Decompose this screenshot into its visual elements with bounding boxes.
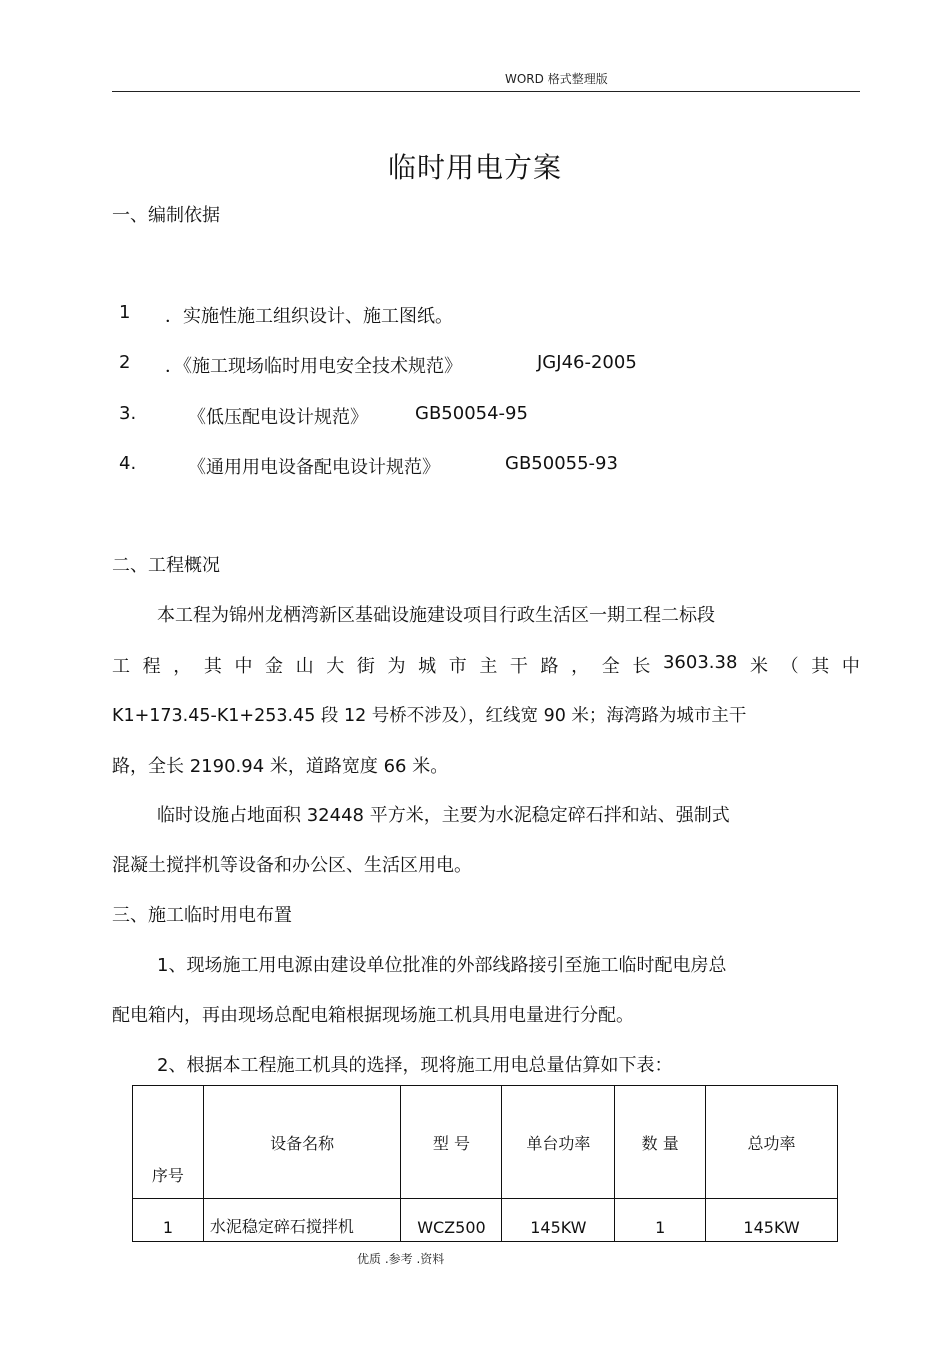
overview-char: 山 [295, 656, 314, 677]
overview-char: 程 [142, 656, 161, 677]
list-item-2-number: 2 [119, 352, 131, 373]
overview-char: 米 [750, 656, 769, 677]
header-total-power: 总功率 [706, 1086, 838, 1199]
header-unit-power: 单台功率 [502, 1086, 615, 1199]
power-source-paragraph-line-2: 配电箱内，再由现场总配电箱根据现场施工机具用电量进行分配。 [112, 1005, 634, 1026]
overview-char: 金 [265, 656, 284, 677]
overview-char: 全 [601, 656, 620, 677]
section-3-heading: 三、施工临时用电布置 [112, 905, 292, 926]
power-source-paragraph-line-1: 1、现场施工用电源由建设单位批准的外部线路接引至施工临时配电房总 [157, 955, 727, 976]
header-model: 型 号 [401, 1086, 502, 1199]
overview-paragraph-line-3: K1+173.45-K1+253.45 段 12 号桥不涉及），红线宽 90 米；海湾路为城市主干 [112, 706, 747, 726]
overview-paragraph-line-1: 本工程为锦州龙栖湾新区基础设施建设项目行政生活区一期工程二标段 [157, 605, 715, 626]
list-item-2-text: ．《施工现场临时用电安全技术规范》 [165, 356, 462, 377]
page-header: WORD 格式整理版 [505, 72, 608, 86]
document-title: 临时用电方案 [387, 151, 562, 184]
cell-unit-power: 145KW [502, 1199, 615, 1242]
list-item-4-text: 《通用用电设备配电设计规范》 [188, 457, 440, 478]
overview-char: 大 [326, 656, 345, 677]
facilities-paragraph-line-2: 混凝土搅拌机等设备和办公区、生活区用电。 [112, 855, 472, 876]
overview-char: 为 [387, 656, 406, 677]
overview-char: ， [173, 656, 192, 677]
table-header-row [133, 1086, 838, 1199]
overview-char: ， [571, 656, 590, 677]
list-item-1-number: 1 [119, 302, 131, 323]
overview-char: （ [780, 656, 799, 677]
header-equipment-name: 设备名称 [203, 1086, 401, 1199]
cell-seq: 1 [133, 1199, 204, 1242]
list-item-4-number: 4. [119, 453, 137, 474]
overview-char: 路 [540, 656, 559, 677]
overview-char: 干 [509, 656, 528, 677]
overview-char: 工 [112, 656, 130, 677]
list-item-1-text: ．实施性施工组织设计、施工图纸。 [165, 306, 453, 327]
section-2-heading: 二、工程概况 [112, 555, 220, 576]
cell-model: WCZ500 [401, 1199, 502, 1242]
list-item-4-code: GB50055-93 [505, 453, 618, 474]
overview-char: 长 [632, 656, 651, 677]
overview-char: 主 [479, 656, 498, 677]
overview-char: 中 [234, 656, 253, 677]
header-rule [112, 91, 860, 92]
overview-char: 中 [841, 656, 860, 677]
cell-quantity: 1 [615, 1199, 706, 1242]
list-item-3-text: 《低压配电设计规范》 [188, 407, 368, 428]
overview-char: 市 [448, 656, 467, 677]
header-seq: 序号 [133, 1086, 204, 1199]
estimate-paragraph: 2、根据本工程施工机具的选择，现将施工用电总量估算如下表： [157, 1055, 673, 1076]
overview-paragraph-line-2 [112, 652, 860, 678]
overview-char: 街 [356, 656, 375, 677]
section-1-heading: 一、编制依据 [112, 205, 220, 226]
facilities-paragraph-line-1: 临时设施占地面积 32448 平方米，主要为水泥稳定碎石拌和站、强制式 [157, 805, 730, 826]
table-row [133, 1199, 838, 1242]
list-item-3-code: GB50054-95 [415, 403, 528, 424]
page-footer: 优质 .参考 .资料 [357, 1252, 445, 1266]
overview-char: 城 [418, 656, 437, 677]
overview-paragraph-line-4: 路，全长 2190.94 米，道路宽度 66 米。 [112, 756, 449, 777]
list-item-2-code: JGJ46-2005 [537, 352, 637, 373]
cell-equipment-name: 水泥稳定碎石搅拌机 [203, 1199, 401, 1242]
overview-char: 其 [203, 656, 222, 677]
overview-char: 其 [811, 656, 830, 677]
header-quantity: 数 量 [615, 1086, 706, 1199]
cell-total-power: 145KW [706, 1199, 838, 1242]
equipment-power-table [132, 1085, 838, 1242]
list-item-3-number: 3. [119, 403, 137, 424]
overview-length-value: 3603.38 [662, 652, 738, 673]
